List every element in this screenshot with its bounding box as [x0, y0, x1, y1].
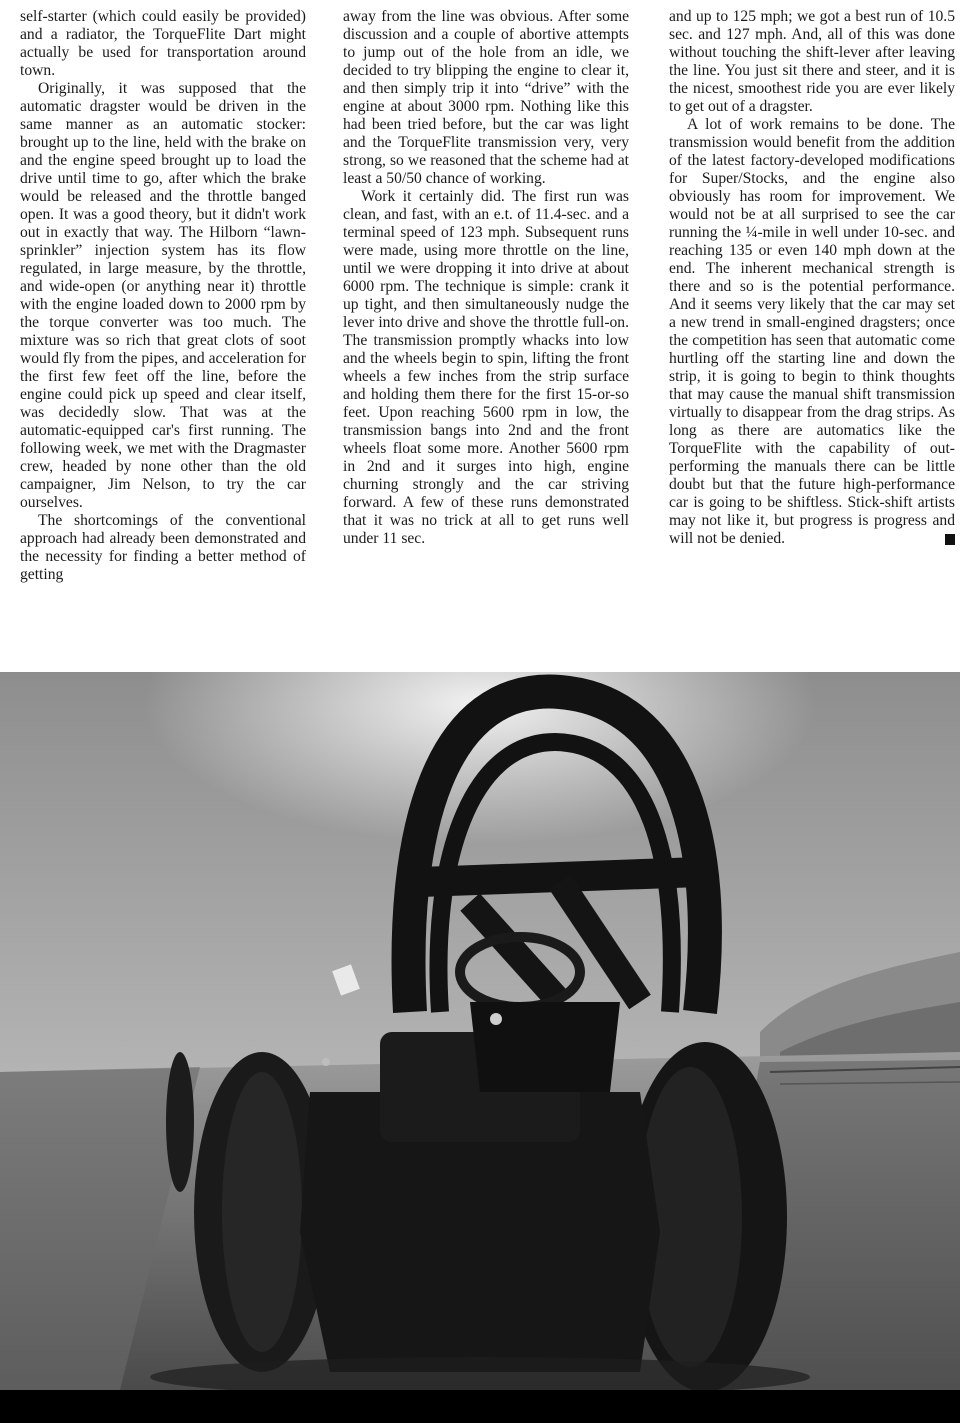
end-of-article-mark-icon	[945, 534, 955, 545]
dragster-photograph	[0, 672, 960, 1390]
text-column-1	[20, 8, 306, 584]
paragraph-final	[669, 116, 955, 548]
text-column-3	[669, 8, 955, 548]
paragraph: self-starter (which could easily be provided) and a radiator, the TorqueFlite Dart might actually be used for transportation around town.	[20, 8, 306, 79]
paragraph: Work it certainly did. The first run was clean, and fast, with an e.t. of 11.4-sec. and a terminal speed of 123 mph. Subsequent runs were made, using more throttle on the line, until we were dropping it into drive at about 6000 rpm. The technique is simple: crank it up tight, and then simultaneously nudge the lever into drive and shove the throttle full-on. The transmission promptly whacks into low and the wheels begin to spin, lifting the front wheels a few inches from the strip surface and holding them there for the first 15-or-so feet. Upon reaching 5600 rpm in low, the transmission bangs into 2nd and the front wheels float some more. Another 5600 rpm in 2nd and it surges into high, engine churning strongly and the car striving forward. A few of these runs demonstrated that it was no trick at all to get runs well under 11 sec.	[343, 188, 629, 547]
paragraph-text: A lot of work remains to be done. The transmission would benefit from the addition of the latest factory-developed modifications for Super/Stocks, and the engine also obviously has room for improvement. We would not be at all surprised to see the car running the ¼-mile in well under 10-sec. and reaching 135 or even 140 mph down at the end. The inherent mechanical strength is there and so is the potential performance. And it seems very likely that the car may set a new trend in small-engined dragsters; once the competition has seen that automatic come hurtling off the starting line and down the strip, it is going to begin to think thoughts that may cause the manual shift transmission virtually to disappear from the drag strips. As long as there are automatics like the TorqueFlite with the capability of out-performing the manuals there can be little doubt but that the future high-performance car is going to be shiftless. Stick-shift artists may not like it, but progress is progress and will not be denied.	[669, 116, 955, 547]
dragster-photo-illustration	[0, 672, 960, 1390]
text-column-2	[343, 8, 629, 548]
paragraph: away from the line was obvious. After some discussion and a couple of abortive attempts to jump out of the hole from an idle, we decided to try blipping the engine to clear it, and then simply trip it into “drive” with the engine at about 3000 rpm. Nothing like this had been tried before, but the car was light and the TorqueFlite transmission very, very strong, so we reasoned that the scheme had at least a 50/50 chance of working.	[343, 8, 629, 187]
paragraph: and up to 125 mph; we got a best run of 10.5 sec. and 127 mph. And, all of this was done without touching the shift-lever after leaving the line. You just sit there and steer, and it is the nicest, smoothest ride you are ever likely to get out of a dragster.	[669, 8, 955, 115]
paragraph: Originally, it was supposed that the automatic dragster would be driven in the same manner as an automatic stocker: brought up to the line, held with the brake on and the engine speed brought up to load the drive until time to go, after which the brake would be released and the throttle banged open. It was a good theory, but it didn't work out in exactly that way. The Hilborn “lawn-sprinkler” injection system has its flow regulated, in large measure, by the throttle, and wide-open (or anything near it) throttle with the engine loaded down to 2000 rpm by the torque converter was too much. The mixture was so rich that great clots of soot would fly from the pipes, and acceleration for the first few feet off the line, before the engine could pick up speed and clear itself, was decidedly slow. That was at the automatic-equipped car's first running. The following week, we met with the Dragmaster crew, headed by none other than the old campaigner, Jim Nelson, to try the car ourselves.	[20, 80, 306, 511]
bottom-black-border	[0, 1390, 960, 1423]
paragraph: The shortcomings of the conventional approach had already been demonstrated and the necessity for finding a better method of getting	[20, 512, 306, 583]
